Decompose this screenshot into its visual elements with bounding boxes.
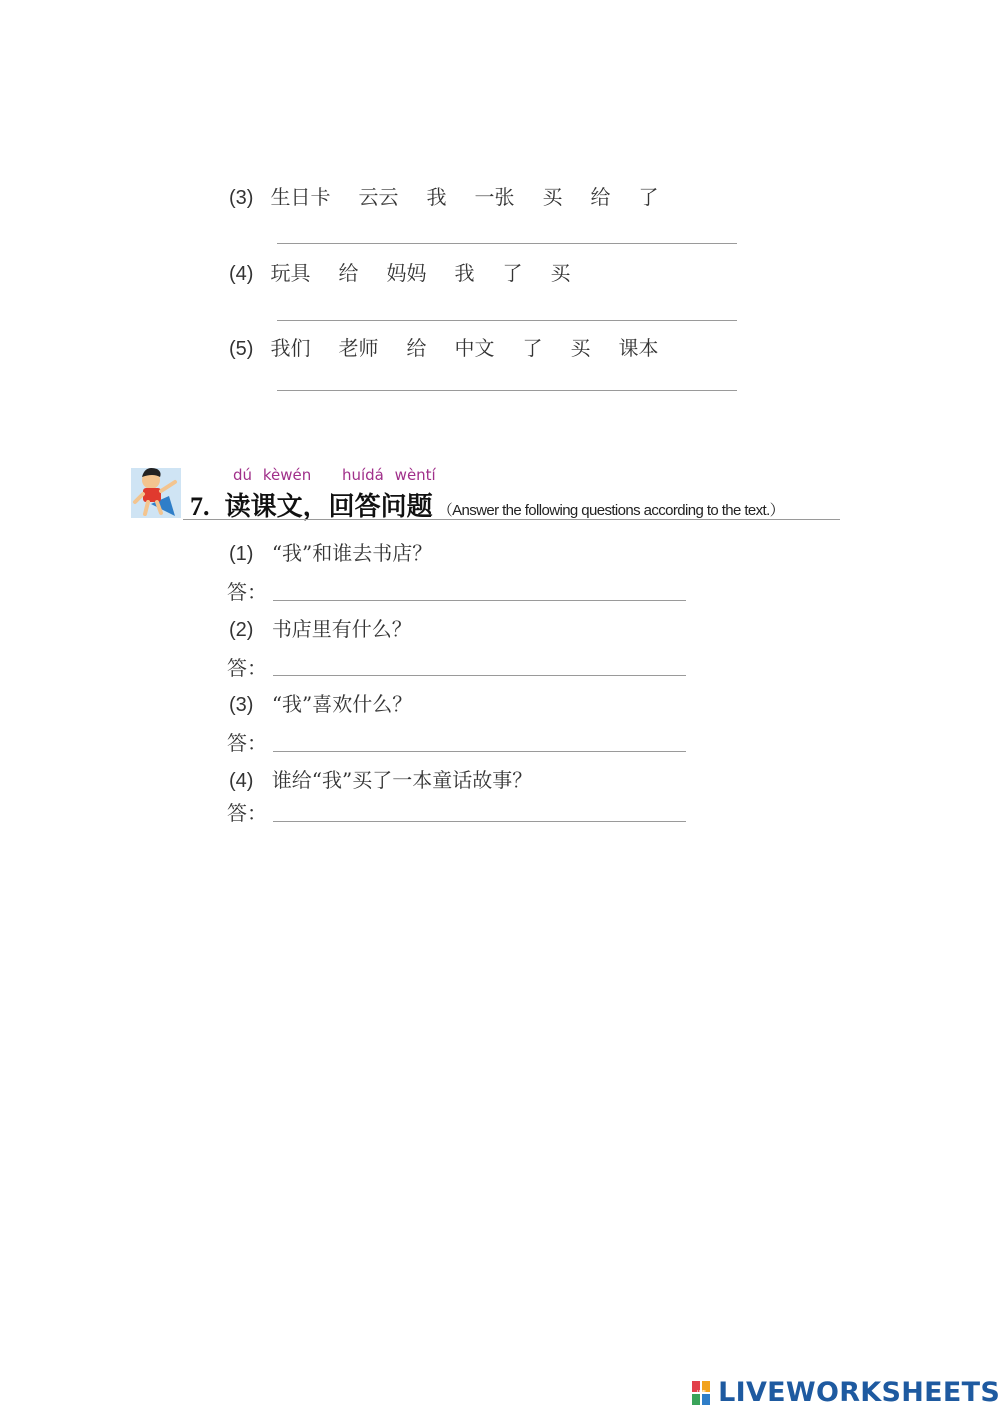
word: 买 <box>570 336 591 360</box>
pinyin-syllable: dú <box>233 466 253 484</box>
word: 云云 <box>358 185 399 209</box>
section-mascot-icon <box>131 464 183 520</box>
word: 课本 <box>618 336 659 360</box>
word: 老师 <box>338 336 379 360</box>
word: 了 <box>502 261 523 285</box>
question <box>229 537 432 566</box>
answer-field[interactable] <box>273 653 686 676</box>
sentence-answer-field[interactable] <box>277 298 737 321</box>
word: 买 <box>550 261 571 285</box>
section-subtitle: （Answer the following questions according to the text.） <box>437 502 785 519</box>
ordering-item <box>229 332 687 361</box>
word: 生日卡 <box>270 185 331 209</box>
pinyin-syllable: kèwén <box>262 466 312 484</box>
word: 我 <box>426 185 447 209</box>
item-number: (5) <box>229 338 254 360</box>
section-title: 读课文，回答问题 <box>224 492 433 522</box>
pinyin-syllable: wèntí <box>394 466 436 484</box>
word: 了 <box>522 336 543 360</box>
word-bank <box>271 185 687 209</box>
question-number: (4) <box>229 770 254 792</box>
word: 我们 <box>270 336 311 360</box>
section-divider <box>183 519 840 520</box>
question <box>229 764 532 793</box>
sentence-answer-field[interactable] <box>277 368 737 391</box>
answer-label: 答： <box>227 731 267 755</box>
answer-label: 答： <box>227 580 267 604</box>
word: 了 <box>638 185 659 209</box>
word: 买 <box>542 185 563 209</box>
section-number: 7. <box>190 492 210 521</box>
sentence-answer-field[interactable] <box>277 221 737 244</box>
word: 一张 <box>474 185 515 209</box>
question-text: “我”喜欢什么？ <box>271 692 413 716</box>
section-heading <box>190 486 784 523</box>
ordering-item <box>229 257 599 286</box>
word-bank <box>271 261 599 285</box>
ordering-item <box>229 181 687 210</box>
word: 给 <box>590 185 611 209</box>
liveworksheets-logo <box>692 1377 1000 1408</box>
word: 给 <box>406 336 427 360</box>
answer-field[interactable] <box>273 729 686 752</box>
answer-field[interactable] <box>273 578 686 601</box>
question-text: “我”和谁去书店？ <box>271 541 433 565</box>
section-pinyin <box>233 466 436 484</box>
word-bank <box>271 336 687 360</box>
word: 中文 <box>454 336 495 360</box>
word: 给 <box>338 261 359 285</box>
brand-name: LIVEWORKSHEETS <box>718 1377 1000 1408</box>
question-text: 书店里有什么？ <box>271 617 412 641</box>
logo-blocks-icon <box>692 1381 710 1405</box>
question-text: 谁给“我”买了一本童话故事？ <box>271 768 533 792</box>
answer-label: 答： <box>227 801 267 825</box>
item-number: (4) <box>229 263 254 285</box>
logo-letters: LIVE <box>696 1389 706 1396</box>
question-number: (3) <box>229 694 254 716</box>
answer-label: 答： <box>227 656 267 680</box>
question-number: (1) <box>229 543 254 565</box>
word: 我 <box>454 261 475 285</box>
word: 玩具 <box>270 261 311 285</box>
question <box>229 613 412 642</box>
word: 妈妈 <box>386 261 427 285</box>
item-number: (3) <box>229 187 254 209</box>
question <box>229 688 412 717</box>
question-number: (2) <box>229 619 254 641</box>
pinyin-syllable: huídá <box>341 466 384 484</box>
answer-field[interactable] <box>273 799 686 822</box>
